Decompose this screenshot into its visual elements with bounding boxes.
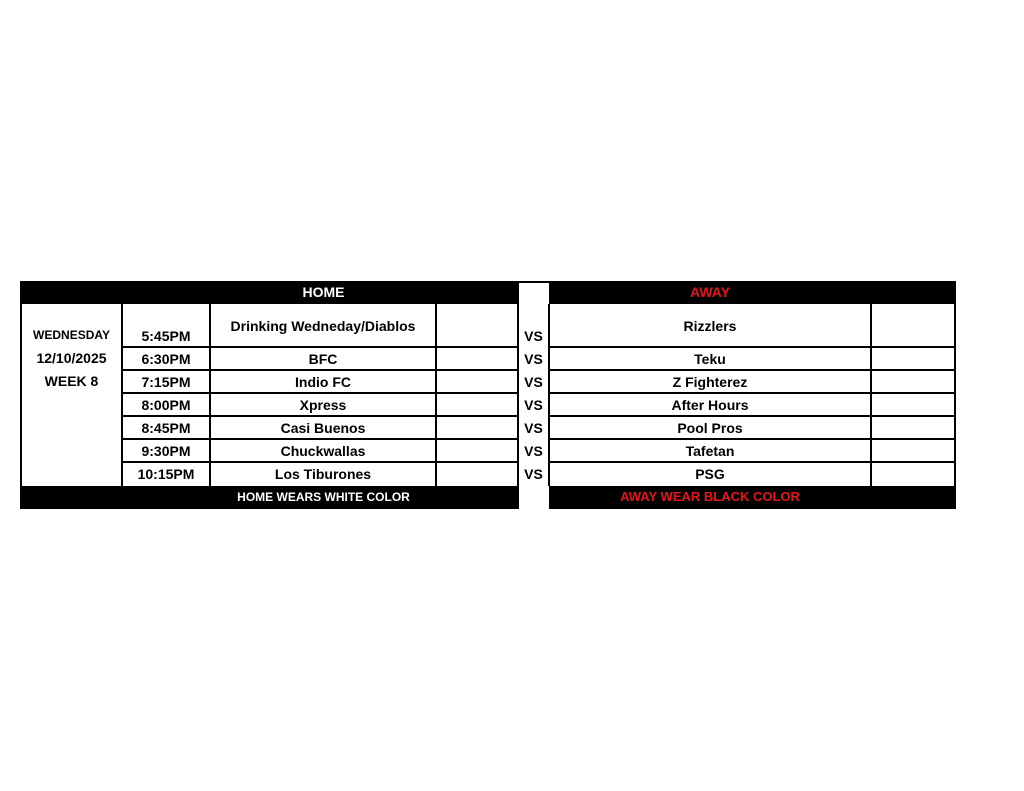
vs-label: VS (524, 442, 543, 459)
home-team: Los Tiburones (274, 465, 372, 482)
game-time: 8:45PM (141, 419, 191, 436)
home-team: Chuckwallas (280, 442, 366, 459)
home-team: BFC (308, 350, 338, 367)
home-color-note: HOME WEARS WHITE COLOR (237, 489, 410, 504)
week-number: WEEK 8 (44, 373, 99, 389)
game-time: 8:00PM (141, 396, 191, 413)
home-team: Xpress (299, 396, 347, 413)
vs-label: VS (524, 350, 543, 367)
away-team: Z Fighterez (672, 373, 748, 390)
vs-label: VS (524, 396, 543, 413)
game-time: 7:15PM (141, 373, 191, 390)
border-right (954, 281, 956, 509)
border-left (20, 281, 22, 509)
game-time: 5:45PM (141, 327, 191, 344)
vs-label: VS (524, 465, 543, 482)
home-header: HOME (302, 283, 345, 300)
away-header: AWAY (690, 283, 730, 300)
vs-label: VS (524, 327, 543, 344)
away-team: Teku (694, 350, 726, 367)
vs-label: VS (524, 419, 543, 436)
border-away-right (870, 281, 872, 509)
away-team: Tafetan (685, 442, 735, 459)
home-team: Drinking Wedneday/Diablos (230, 317, 416, 334)
game-time: 6:30PM (141, 350, 191, 367)
border-home-right (435, 281, 437, 509)
away-team: PSG (695, 465, 725, 482)
home-team: Indio FC (295, 373, 351, 390)
game-date: 12/10/2025 (36, 350, 107, 366)
vs-label: VS (524, 373, 543, 390)
away-team: Rizzlers (683, 317, 737, 334)
game-time: 9:30PM (141, 442, 191, 459)
home-team: Casi Buenos (280, 419, 366, 436)
away-team: Pool Pros (677, 419, 743, 436)
header-gap-top (519, 281, 549, 283)
away-color-note: AWAY WEAR BLACK COLOR (620, 489, 800, 504)
away-team: After Hours (671, 396, 749, 413)
game-time: 10:15PM (137, 465, 195, 482)
game-day: WEDNESDAY (33, 328, 110, 342)
